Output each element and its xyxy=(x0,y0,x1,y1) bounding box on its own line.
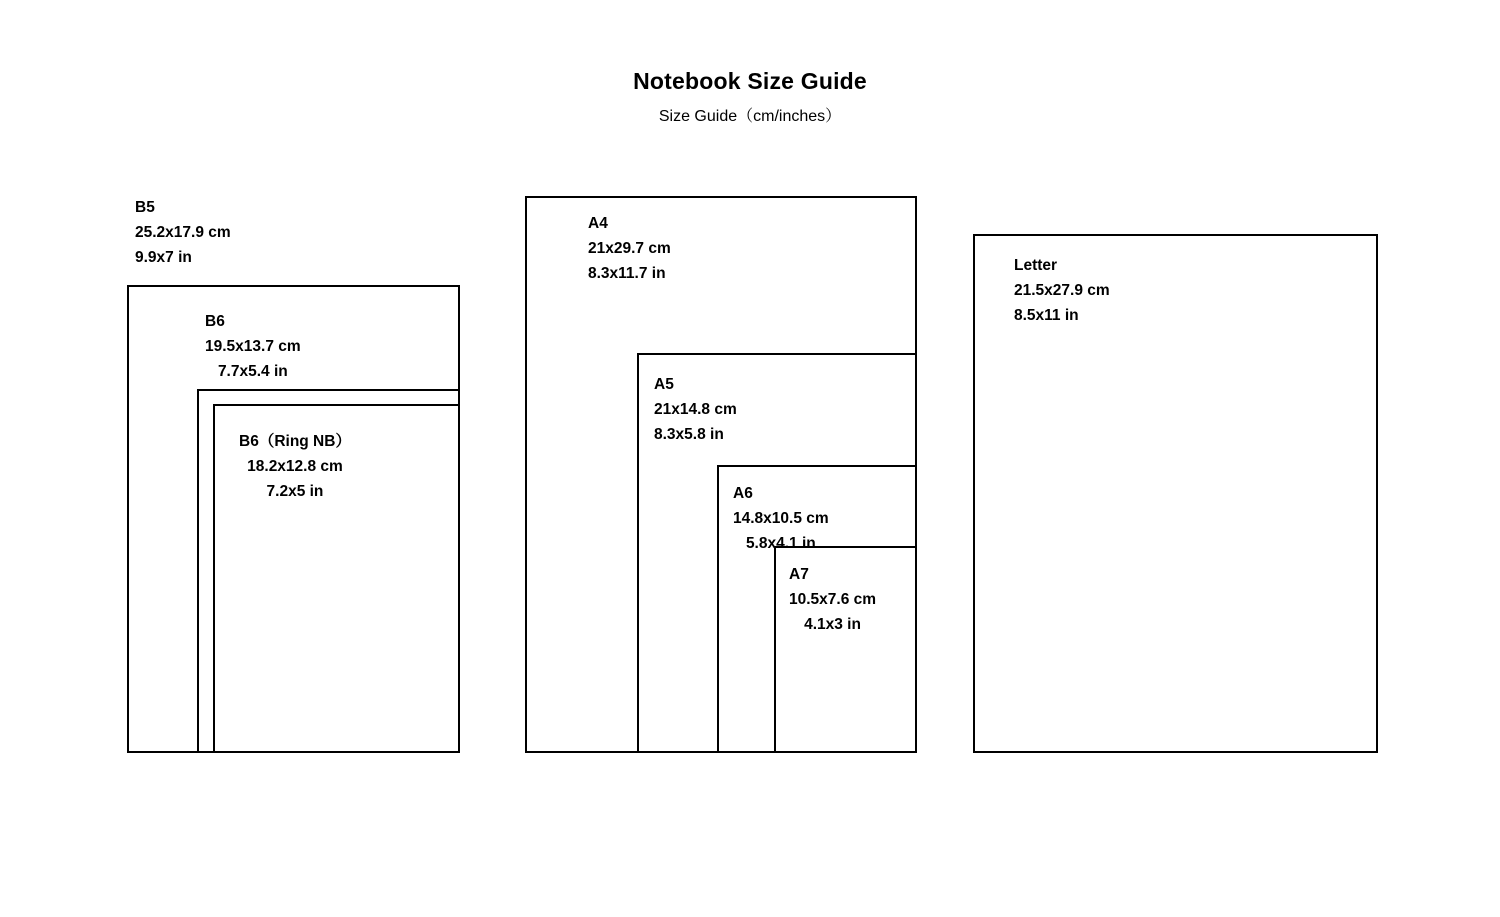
size-label-b6-ring xyxy=(239,429,351,504)
size-label-a7 xyxy=(789,562,876,637)
size-name-b6-ring: B6（Ring NB） xyxy=(239,433,351,450)
size-in-a4: 8.3x11.7 in xyxy=(588,265,666,283)
size-label-b5 xyxy=(135,195,231,270)
size-name-a5: A5 xyxy=(654,376,674,393)
size-cm-a4: 21x29.7 cm xyxy=(588,240,671,258)
size-label-a6 xyxy=(733,481,829,556)
size-name-letter: Letter xyxy=(1014,257,1058,274)
size-label-a5 xyxy=(654,372,737,447)
size-in-letter: 8.5x11 in xyxy=(1014,307,1079,325)
size-in-a7: 4.1x3 in xyxy=(804,616,861,634)
page-subtitle: Size Guide（cm/inches） xyxy=(658,108,842,125)
size-name-a4: A4 xyxy=(588,215,608,232)
size-in-b5: 9.9x7 in xyxy=(135,249,192,267)
size-name-b5: B5 xyxy=(135,199,155,216)
size-name-a7: A7 xyxy=(789,566,809,583)
size-in-a6: 5.8x4.1 in xyxy=(745,535,816,553)
size-in-b6: 7.7x5.4 in xyxy=(217,363,288,381)
size-cm-b6-ring: 18.2x12.8 cm xyxy=(247,458,343,476)
size-label-b6 xyxy=(205,309,301,384)
size-cm-a5: 21x14.8 cm xyxy=(654,401,737,419)
size-cm-letter: 21.5x27.9 cm xyxy=(1014,282,1110,300)
size-cm-a6: 14.8x10.5 cm xyxy=(733,510,829,528)
size-label-a4 xyxy=(588,211,671,286)
size-label-letter xyxy=(1014,253,1110,328)
size-in-a5: 8.3x5.8 in xyxy=(654,426,724,444)
size-cm-b6: 19.5x13.7 cm xyxy=(205,338,301,356)
size-in-b6-ring: 7.2x5 in xyxy=(266,483,324,501)
size-name-a6: A6 xyxy=(733,485,753,502)
size-name-b6: B6 xyxy=(205,313,225,330)
page-title: Notebook Size Guide xyxy=(633,68,867,94)
size-cm-b5: 25.2x17.9 cm xyxy=(135,224,231,242)
size-cm-a7: 10.5x7.6 cm xyxy=(789,591,877,609)
